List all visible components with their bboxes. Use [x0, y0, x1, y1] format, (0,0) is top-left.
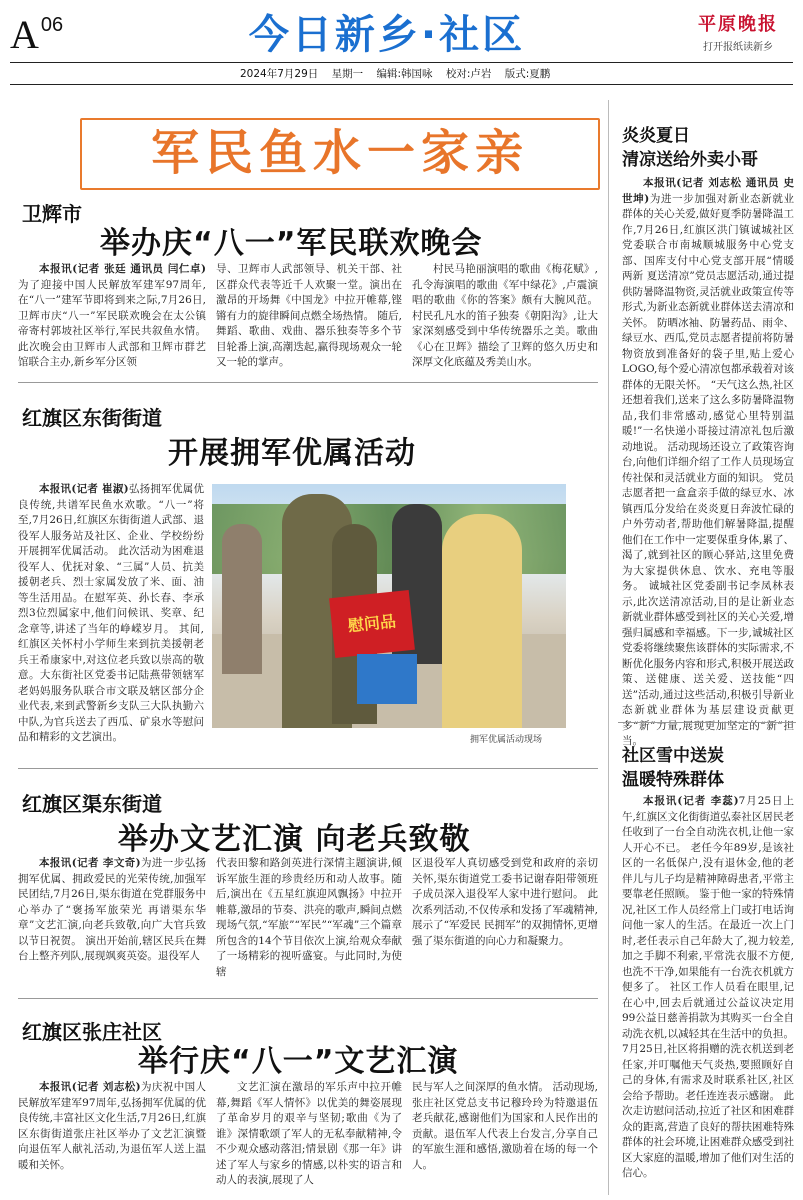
article-lead: 本报讯(记者 张廷 通讯员 闫仁卓): [39, 263, 206, 275]
sidebar-headline: 炎炎夏日 清凉送给外卖小哥: [622, 126, 758, 170]
sidebar-body: 本报讯(记者 刘志松 通讯员 史世坤)为进一步加强对新业态新就业群体的关心关爱,做好夏季防暑降温工作,7月26日,红旗区洪门镇诚城社区党委联合市南城顺城服务中心党支部、国库支付中心党支部开展“情暖两新 夏送清凉”党员志愿活动,通过提供防暑降温物资,灵活就业政策宣传等形式,为新业态新就业群体送去清凉和关怀。 防晒冰袖、防暑药品、雨伞、绿豆水、西瓜,党员志愿者提前将防暑物资放到准备好的袋子里,贴上爱心LOGO,每个爱心清凉包都承载着对该群体的无限关怀。 “天气这么热,社区还想着我们,送来了这么多防暑降温物品,我们非常感动,感觉心里特别温暖!”一名快递小哥接过清凉礼包后激动地说。 活动现场还设立了政策咨询台,向他们详细介绍了工作人员现场宣传社保和灵活就业方面的知识。 党员志愿者把一盒盒亲手做的绿豆水、冰镇西瓜分发给在炎炎夏日奔波忙碌的户外劳动者,帮助他们解暑降温,提醒他们在工作中一定要保重身体,累了、渴了,就到社区的顾心驿站,这里免费为大家提供休息、饮水、充电等服务。 诚城社区党委副书记李凤林表示,此次送清凉活动,目的是让新业态新就业群体感受到社区的关心关爱,增强归属感和幸福感。下一步,诚城社区党委将继续聚焦该群体的实际需求,不断优化服务内容和形式,积极开展送政策、送健康、送关爱、送技能“四送”活动,通过这些活动,积极引导新业态新就业群体为基层建设贡献更多“新”力量,展现更加坚定的“新”担当。: [622, 177, 795, 747]
article-headline: 举办文艺汇演 向老兵致敬: [118, 822, 471, 857]
article-body: 民与军人之间深厚的鱼水情。 活动现场,张庄社区党总支书记穆玲玲为特邀退伍老兵献花,感谢他们为国家和人民作出的贡献。退伍军人代表上台发言,分享自己的军旅生涯和感悟,激励着在场的每一个人。: [412, 1081, 598, 1171]
article-body: 本报讯(记者 崔淑)弘扬拥军优属优良传统,共谱军民鱼水欢歌。“八一”将至,7月26日,红旗区东街街道人武部、退役军人服务站及社区、企业、学校纷纷开展拥军优属活动。 此次活动为困难退役军人、优抚对象、“三属”人员、抗美援朝老兵、烈士家属发放了米、面、油等生活用品。在慰军英、孙长春、李承烈3位烈属家中,他们问候讯、奖章、纪念章等,讲述了当年的峥嵘岁月。 其间,红旗区关怀村小学师生来到抗美援朝老兵王希康家中,对这位老兵致以崇高的敬意。大东街社区党委书记陆燕带领辖军老妈妈服务队联合市文联及辖区部分企业代表,来到武警新乡支队三大队执勤六中队,为官兵送去了西瓜、矿泉水等慰问品和精彩的文艺演出。: [18, 483, 205, 743]
article-body: 代表田黎和路剑英进行深情主题演讲,倾诉军旅生涯的珍贵经历和动人故事。随后,演出在《五星红旗迎风飘扬》中拉开帷幕,激昂的节奏、洪亮的歌声,瞬间点燃现场气氛,“军旅”“军民”“军魂”三个篇章所包含的14个节目依次上演,给观众奉献了一场精彩的视听盛宴。与此同时,为使辖: [216, 857, 402, 978]
gift-box-label: 慰问品: [329, 590, 415, 658]
article-body: 文艺汇演在激昂的军乐声中拉开帷幕,舞蹈《军人情怀》以优美的舞姿展现了革命岁月的艰辛与坚韧;歌曲《为了谁》深情歌颂了军人的无私奉献精神,令不少观众感动落泪;情景剧《那一年》讲述了军人与家乡的情感,以朴实的语言和动人的表演,展现了人: [216, 1081, 402, 1186]
editor-credit: 编辑:韩国咏: [376, 68, 433, 80]
newspaper-brand: [683, 10, 793, 53]
article-body: 村民马艳丽演唱的歌曲《梅花赋》,孔令海演唱的歌曲《军中绿花》,卢震演唱的歌曲《你的答案》颇有大腕风范。村民孔凡水的笛子独奏《朝阳沟》,让大家深刻感受到中华传统器乐之美。歌曲《心在卫辉》描绘了卫辉的悠久历史和深厚文化底蕴及秀美山水。: [412, 263, 598, 368]
article-divider: [18, 998, 598, 999]
proofreader-credit: 校对:卢岩: [445, 68, 492, 80]
article-lead: 本报讯(记者 刘志松): [39, 1081, 141, 1093]
designer-credit: 版式:夏鹏: [504, 68, 551, 80]
article-divider: [18, 768, 598, 769]
brand-logo: 平原晚报: [698, 14, 778, 35]
section-banner: 军民鱼水一家亲: [100, 120, 580, 186]
article-kicker: 红旗区东街街道: [22, 406, 162, 430]
article-lead: 本报讯(记者 李文奇): [39, 857, 141, 869]
brand-slogan: 打开报纸读新乡: [703, 42, 773, 53]
article-kicker: 卫辉市: [22, 202, 82, 226]
article-lead: 本报讯(记者 崔淑): [39, 483, 129, 495]
article-headline: 举办庆“八一”军民联欢晚会: [100, 226, 483, 261]
article-lead: 本报讯(记者 刘志松 通讯员 史世坤): [622, 177, 794, 205]
article-kicker: 红旗区张庄社区: [22, 1020, 162, 1044]
photo-caption: 拥军优属活动现场: [470, 735, 543, 745]
article-kicker: 红旗区渠东街道: [22, 792, 162, 816]
article-body: 本报讯(记者 刘志松)为庆祝中国人民解放军建军97周年,弘扬拥军优属的优良传统,丰富社区文化生活,7月26日,红旗区东街街道张庄社区举办了文艺汇演暨向退伍军人献礼活动,为退伍军人送上温暖和关怀。: [18, 1081, 207, 1171]
article-divider: [18, 382, 598, 383]
article-body: 导、卫辉市人武部领导、机关干部、社区群众代表等近千人欢聚一堂。演出在激昂的开场舞《中国龙》中拉开帷幕,铿锵有力的旋律瞬间点燃全场热情。 随后,舞蹈、歌曲、戏曲、器乐独奏等多个节目轮番上演,高潮迭起,赢得现场观众一轮又一轮的掌声。: [216, 263, 402, 368]
issue-meta: [240, 66, 560, 81]
article-headline: 开展拥军优属活动: [168, 436, 416, 471]
column-divider: [608, 100, 609, 1195]
event-photo: [212, 484, 566, 728]
issue-date: 2024年7月29日: [240, 68, 319, 80]
header-divider-bottom: [10, 84, 793, 85]
sidebar-divider: [618, 722, 796, 723]
issue-weekday: 星期一: [331, 68, 364, 80]
article-body: 本报讯(记者 李文奇)为进一步弘扬拥军优属、拥政爱民的光荣传统,加强军民团结,7月26日,渠东街道在党群服务中心举办了“褒扬军旅荣光 再谱渠东华章”文艺汇演,向老兵致敬,向广大官兵致以节日祝贺。 演出开始前,辖区民兵在舞台上整齐列队,展现飒爽英姿。退役军人: [18, 857, 207, 962]
article-body: 区退役军人真切感受到党和政府的亲切关怀,渠东街道党工委书记谢春阳带领班子成员深入退役军人家中进行慰问。 此次系列活动,不仅传承和发扬了军魂精神,展示了“军爱民 民拥军”的双拥情怀,更增强了渠东街道的向心力和凝聚力。: [412, 857, 598, 947]
header-divider: [10, 62, 793, 63]
masthead-title: 今日新乡·社区: [248, 12, 526, 58]
page-number: A $^{06}$: [10, 12, 64, 57]
article-headline: 举行庆“八一”文艺汇演: [138, 1044, 459, 1079]
article-lead: 本报讯(记者 李蕊): [643, 795, 739, 807]
article-body: 本报讯(记者 张廷 通讯员 闫仁卓)为了迎接中国人民解放军建军97周年,在“八一”建军节即将到来之际,7月26日,卫辉市庆“八一”军民联欢晚会在太公镇帝寄村郭坡社区举行,军民共叙鱼水情。 此次晚会由卫辉市人武部和卫辉市群艺馆联合主办,新乡军分区领: [18, 263, 206, 368]
sidebar-body: 本报讯(记者 李蕊)7月25日上午,红旗区文化街街道弘泰社区居民老任收到了一台全自动洗衣机,让他一家人开心不已。 老任今年89岁,是该社区的一名低保户,没有退休金,他的老伴儿与儿子均是精神障碍患者,平常主要靠老任照顾。 鉴于他一家的特殊情况,社区工作人员经常上门或打电话询问他一家人的生活。在最近一次上门时,老任表示自己年龄大了,视力较差,加之手脚不利索,平常洗衣服不方便,也洗不干净,如果能有一台洗衣机就方便多了。 社区工作人员看在眼里,记在心中,回去后就通过公益议决定用99公益日慈善捐款为其购买一台全自动洗衣机,以减轻其在生活中的负担。 7月25日,社区将捐赠的洗衣机送到老任家,并叮嘱他天气炎热,要照顾好自己的身体,有需求及时联系社区,社区会给予帮助。老任连连表示感谢。 此次走访慰问活动,拉近了社区和困难群众的距离,营造了良好的帮扶困难特殊群体的社会环境,让困难群众感受到社区大家庭的温暖,增加了他们对生活的信心。: [622, 795, 795, 1179]
sidebar-headline: 社区雪中送炭 温暖特殊群体: [622, 746, 724, 790]
